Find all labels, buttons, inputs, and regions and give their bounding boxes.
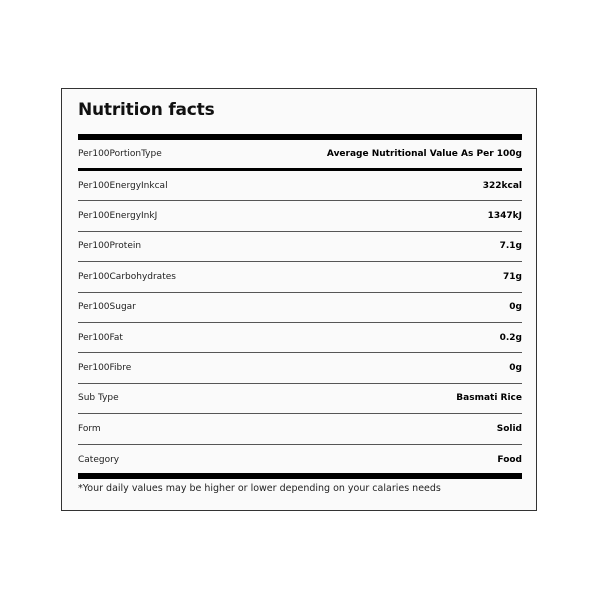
table-row — [78, 201, 522, 231]
row-label: Form — [78, 423, 101, 434]
table-row — [78, 384, 522, 414]
nutrition-table — [78, 140, 522, 475]
bottom-divider-bar — [78, 473, 522, 479]
row-value: 0g — [509, 363, 522, 374]
row-label: Per100EnergyInkcal — [78, 180, 168, 191]
row-label: Per100EnergyInkJ — [78, 211, 158, 222]
row-label: Category — [78, 454, 120, 465]
row-label: Per100Protein — [78, 241, 142, 252]
row-label: Per100Fat — [78, 332, 123, 343]
row-value: 7.1g — [499, 241, 522, 252]
row-value: 322kcal — [482, 180, 522, 191]
table-row — [78, 414, 522, 444]
table-row — [78, 171, 522, 201]
table-row — [78, 323, 522, 353]
table-row — [78, 445, 522, 475]
table-row — [78, 293, 522, 323]
table-header-row — [78, 140, 522, 171]
table-row — [78, 232, 522, 262]
row-value: Food — [497, 454, 522, 465]
row-label: Sub Type — [78, 393, 119, 404]
row-value: 0.2g — [499, 332, 522, 343]
footnote: *Your daily values may be higher or lower depending on your calaries needs — [78, 483, 441, 494]
table-row — [78, 262, 522, 292]
header-value: Average Nutritional Value As Per 100g — [326, 149, 522, 159]
row-value: 0g — [509, 302, 522, 313]
row-label: Per100Sugar — [78, 302, 136, 313]
header-label: Per100PortionType — [78, 149, 162, 159]
nutrition-facts-panel — [61, 88, 537, 511]
row-value: Solid — [496, 423, 522, 434]
table-row — [78, 353, 522, 383]
row-label: Per100Fibre — [78, 363, 132, 374]
panel-title: Nutrition facts — [78, 100, 215, 120]
row-label: Per100Carbohydrates — [78, 271, 176, 282]
row-value: Basmati Rice — [456, 393, 522, 404]
row-value: 1347kJ — [487, 211, 522, 222]
row-value: 71g — [503, 271, 522, 282]
